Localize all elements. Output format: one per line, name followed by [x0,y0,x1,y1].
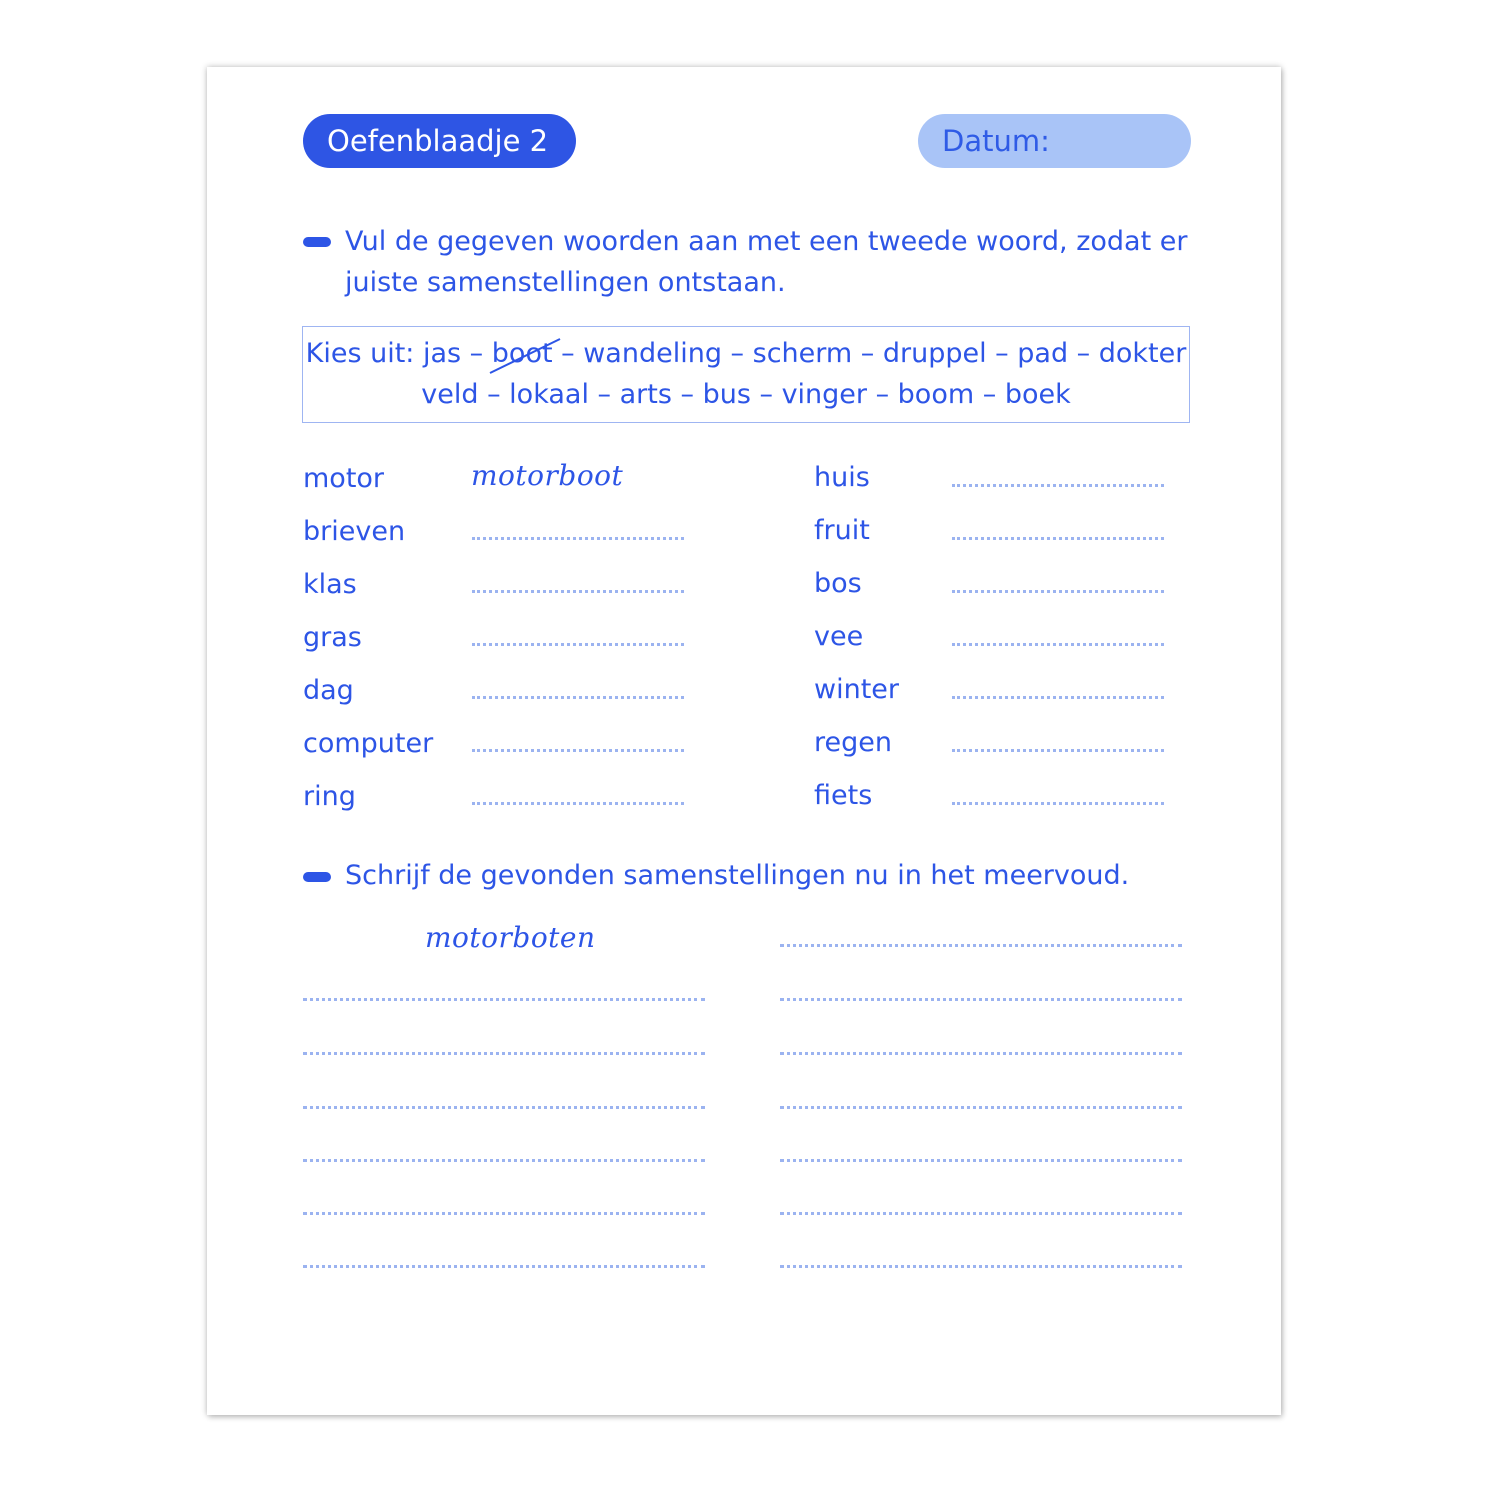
left-word: brieven [303,516,406,547]
plural-line[interactable] [303,1052,705,1055]
answer-line[interactable] [952,484,1164,487]
right-word: vee [814,621,864,652]
plural-line[interactable] [780,998,1182,1001]
plural-line[interactable] [780,1212,1182,1215]
left-word: motor [303,463,385,494]
right-word: huis [814,462,870,493]
word-choices-box [302,326,1190,423]
struck-word: boot [492,333,553,374]
plural-line[interactable] [303,998,705,1001]
answer-line[interactable] [952,749,1164,752]
example-answer-1: motorboot [471,459,624,492]
instruction-1 [345,221,1187,303]
plural-line[interactable] [780,1052,1182,1055]
instruction-1-line1: Vul de gegeven woorden aan met een tweede woord, zodat er [345,226,1188,257]
choices-prefix: Kies uit: jas – [305,338,492,369]
plural-line[interactable] [780,1265,1182,1268]
plural-line[interactable] [303,1106,705,1109]
bullet-icon [303,872,331,882]
plural-line[interactable] [303,1212,705,1215]
left-word: ring [303,781,356,812]
choices-rest-1: – wandeling – scherm – druppel – pad – dokter [552,338,1187,369]
right-word: fiets [814,780,873,811]
date-field[interactable]: Datum: [918,114,1191,168]
answer-line[interactable] [472,590,684,593]
right-word: bos [814,568,862,599]
right-word: regen [814,727,892,758]
left-word: klas [303,569,357,600]
left-word: gras [303,622,362,653]
strike-through-icon [486,335,566,375]
left-word: dag [303,675,354,706]
bullet-icon [303,237,331,247]
answer-line[interactable] [472,537,684,540]
answer-line[interactable] [952,537,1164,540]
answer-line[interactable] [952,590,1164,593]
answer-line[interactable] [472,749,684,752]
worksheet-page [207,67,1281,1415]
answer-line[interactable] [472,802,684,805]
choices-line-2: veld – lokaal – arts – bus – vinger – boom – boek [421,379,1071,410]
answer-line[interactable] [952,696,1164,699]
plural-line[interactable] [780,944,1182,947]
instruction-1-line2: juiste samenstellingen ontstaan. [345,267,786,298]
plural-line[interactable] [780,1159,1182,1162]
worksheet-title: Oefenblaadje 2 [303,114,576,168]
answer-line[interactable] [952,802,1164,805]
plural-line[interactable] [303,1265,705,1268]
answer-line[interactable] [952,643,1164,646]
choices-line-1 [303,333,1189,374]
instruction-2: Schrijf de gevonden samenstellingen nu in het meervoud. [345,860,1130,891]
answer-line[interactable] [472,643,684,646]
right-word: fruit [814,515,870,546]
example-answer-2: motorboten [425,921,596,954]
right-word: winter [814,674,899,705]
left-word: computer [303,728,434,759]
answer-line[interactable] [472,696,684,699]
plural-line[interactable] [303,1159,705,1162]
plural-line[interactable] [780,1106,1182,1109]
